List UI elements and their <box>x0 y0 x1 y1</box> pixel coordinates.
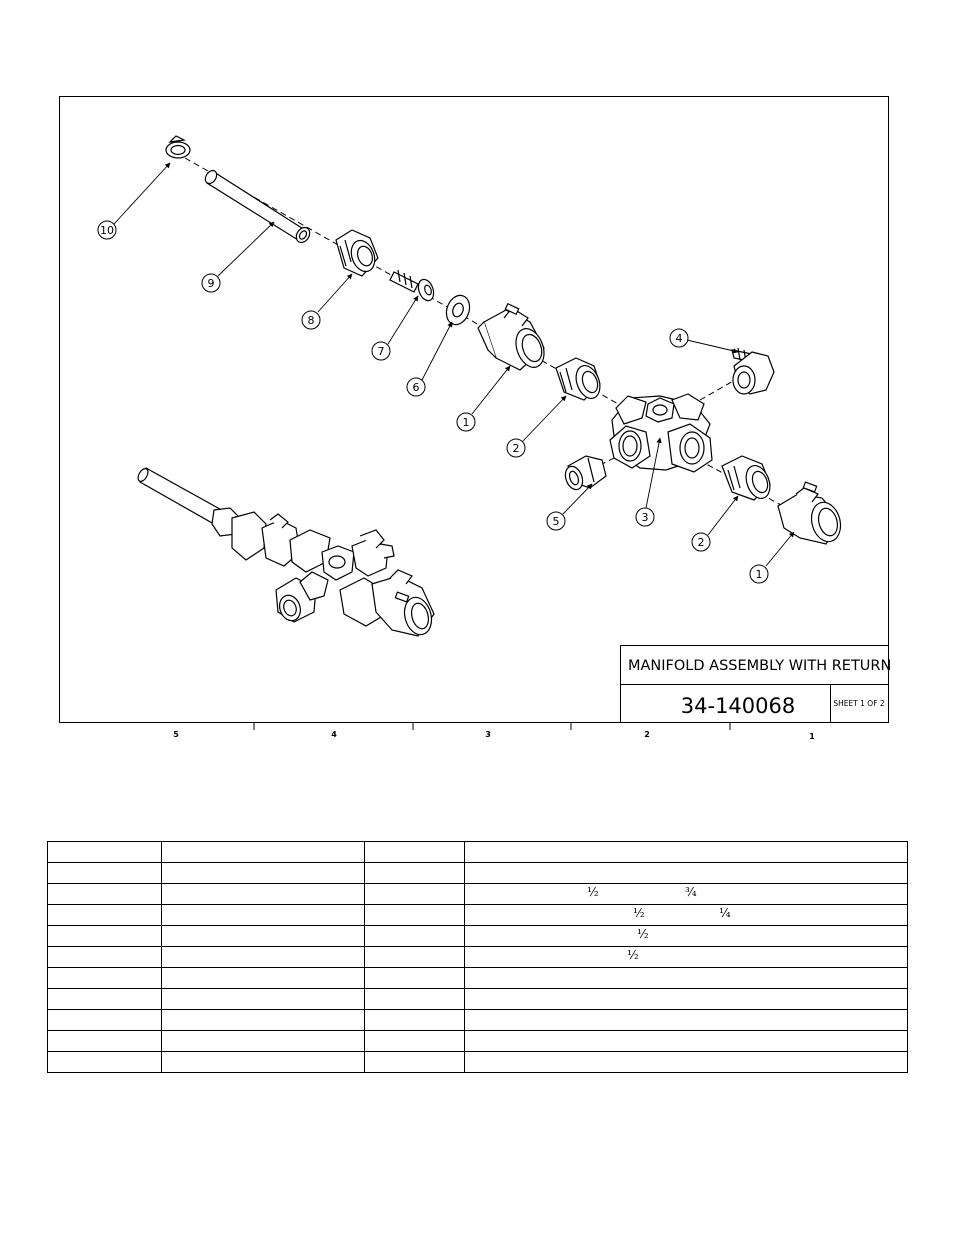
table-row <box>48 863 908 884</box>
callout-1-lower <box>750 565 768 583</box>
part-tube <box>203 168 312 245</box>
svg-text:5: 5 <box>552 515 560 528</box>
callout-2-lower <box>692 533 710 551</box>
part-adapter-upper <box>556 358 604 402</box>
svg-text:7: 7 <box>377 345 385 358</box>
callout-4 <box>670 329 688 347</box>
table-row <box>48 842 908 863</box>
fraction: ½ <box>627 948 639 962</box>
svg-text:3: 3 <box>641 511 649 524</box>
drawing-border <box>60 97 892 723</box>
drawing-part-number: 34-140068 <box>680 694 796 718</box>
svg-text:8: 8 <box>307 314 315 327</box>
callout-6 <box>407 378 425 396</box>
table-row <box>48 926 908 947</box>
callout-3 <box>636 508 654 526</box>
svg-text:1: 1 <box>462 416 470 429</box>
table-row <box>48 1010 908 1031</box>
table-row <box>48 1052 908 1073</box>
table-row <box>48 1031 908 1052</box>
table-row <box>48 968 908 989</box>
callout-7 <box>372 342 390 360</box>
callout-5 <box>547 512 565 530</box>
callout-2-upper <box>507 439 525 457</box>
fraction: ½ <box>637 927 649 941</box>
callout-8 <box>302 311 320 329</box>
fraction: ½ <box>633 906 645 920</box>
callout-9 <box>202 274 220 292</box>
svg-text:9: 9 <box>207 277 215 290</box>
table-row <box>48 884 908 905</box>
assembled-view <box>136 467 435 638</box>
svg-text:4: 4 <box>675 332 683 345</box>
svg-text:2: 2 <box>697 536 705 549</box>
part-adapter-left <box>562 456 606 492</box>
leader-lines <box>114 163 794 566</box>
callout-10 <box>98 221 116 239</box>
zone-3: 3 <box>485 730 491 739</box>
zone-scale <box>254 723 730 730</box>
assembly-centerline-branch <box>700 380 735 400</box>
fraction: ¼ <box>719 906 731 920</box>
zone-5: 5 <box>173 730 179 739</box>
svg-text:2: 2 <box>512 442 520 455</box>
drawing-title: MANIFOLD ASSEMBLY WITH RETURN <box>628 658 892 674</box>
zone-1: 1 <box>809 732 815 741</box>
callout-1-upper <box>457 413 475 431</box>
part-adapter-lower <box>722 456 774 502</box>
part-ball-valve-lower <box>778 482 845 545</box>
table-row <box>48 905 908 926</box>
title-block <box>621 646 892 723</box>
table-row <box>48 989 908 1010</box>
drawing-sheet: SHEET 1 OF 2 <box>833 699 885 708</box>
part-hose-barb <box>390 270 436 303</box>
zone-2: 2 <box>644 730 650 739</box>
part-elbow-barb <box>732 348 774 394</box>
svg-text:1: 1 <box>755 568 763 581</box>
part-ball-valve-upper <box>478 304 549 371</box>
part-nut <box>336 230 379 276</box>
part-manifold-body <box>610 394 712 472</box>
fraction: ½ <box>587 885 599 899</box>
zone-4: 4 <box>331 730 337 739</box>
parts-list-table <box>47 841 908 1073</box>
part-washer <box>443 292 474 328</box>
part-hose-clamp <box>166 136 190 158</box>
fraction: ¾ <box>685 885 697 899</box>
svg-text:6: 6 <box>412 381 420 394</box>
svg-text:10: 10 <box>100 224 114 237</box>
table-row <box>48 947 908 968</box>
